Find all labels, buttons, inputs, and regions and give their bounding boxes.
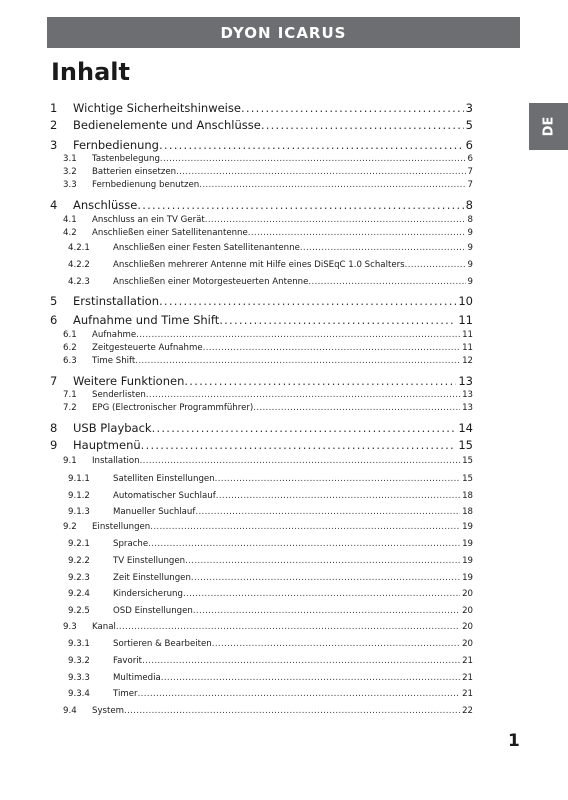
dot-leader <box>216 491 460 501</box>
toc-entry[interactable] <box>0 507 568 519</box>
dot-leader <box>140 456 460 466</box>
toc-entry-label: System <box>92 706 125 716</box>
toc-entry-page: 18 <box>462 491 473 501</box>
toc-entry[interactable] <box>0 403 568 415</box>
toc-entry-label: Tastenbelegung <box>92 154 160 164</box>
toc-entry-label: USB Playback <box>73 421 152 435</box>
toc-entry-label: Timer <box>113 689 138 699</box>
toc-entry[interactable] <box>0 673 568 685</box>
toc-entry-label: Anschließen einer Motorgesteuerten Antenne <box>113 277 309 287</box>
toc-entry-line <box>92 622 473 632</box>
language-tab-label: DE <box>540 116 556 137</box>
dot-leader <box>185 556 460 566</box>
toc-entry[interactable] <box>0 198 568 214</box>
toc-entry[interactable] <box>0 639 568 651</box>
toc-entry-label: Anschließen einer Festen Satellitenantenne <box>113 243 300 253</box>
dot-leader <box>199 180 465 190</box>
toc-entry[interactable] <box>0 390 568 402</box>
toc-entry-number: 9.3.3 <box>68 673 90 683</box>
toc-entry-page: 3 <box>465 101 473 115</box>
toc-entry-number: 9.1 <box>63 456 77 466</box>
toc-entry[interactable] <box>0 706 568 718</box>
dot-leader <box>195 507 460 517</box>
toc-entry-number: 7.1 <box>63 390 77 400</box>
toc-entry-line <box>113 260 473 270</box>
toc-entry-page: 19 <box>462 539 473 549</box>
dot-leader <box>142 656 460 666</box>
toc-entry[interactable] <box>0 522 568 534</box>
toc-entry-number: 9 <box>50 438 58 452</box>
page-title: Inhalt <box>51 58 130 86</box>
toc-entry-line <box>113 556 473 566</box>
toc-entry-page: 13 <box>458 374 473 388</box>
dot-leader <box>148 539 460 549</box>
toc-entry[interactable] <box>0 474 568 486</box>
dot-leader <box>159 138 464 152</box>
toc-entry-label: Fernbedienung <box>73 138 159 152</box>
toc-entry-page: 10 <box>458 294 473 308</box>
dot-leader <box>308 277 465 287</box>
toc-entry-page: 20 <box>462 622 473 632</box>
toc-entry[interactable] <box>0 167 568 179</box>
dot-leader <box>405 260 466 270</box>
toc-entry-label: Weitere Funktionen <box>73 374 185 388</box>
toc-entry-line <box>113 656 473 666</box>
toc-entry-number: 6.3 <box>63 356 77 366</box>
toc-entry[interactable] <box>0 138 568 154</box>
dot-leader <box>160 154 466 164</box>
toc-entry-number: 9.3.4 <box>68 689 90 699</box>
toc-entry[interactable] <box>0 180 568 192</box>
toc-entry-number: 8 <box>50 421 58 435</box>
toc-entry-line <box>92 343 473 353</box>
toc-entry-line <box>113 491 473 501</box>
toc-entry-page: 14 <box>458 421 473 435</box>
toc-entry[interactable] <box>0 101 568 117</box>
toc-entry-number: 3 <box>50 138 58 152</box>
toc-entry-page: 6 <box>465 138 473 152</box>
toc-entry[interactable] <box>0 374 568 390</box>
toc-entry-number: 6.1 <box>63 330 77 340</box>
toc-entry-label: Sprache <box>113 539 149 549</box>
toc-entry-page: 9 <box>467 243 473 253</box>
toc-entry-number: 9.2.4 <box>68 589 90 599</box>
toc-entry-line <box>113 573 473 583</box>
toc-entry[interactable] <box>0 421 568 437</box>
toc-entry-label: Favorit <box>113 656 143 666</box>
dot-leader <box>300 243 466 253</box>
toc-entry-number: 9.1.2 <box>68 491 90 501</box>
toc-entry[interactable] <box>0 438 568 454</box>
toc-entry[interactable] <box>0 556 568 568</box>
toc-entry-label: Hauptmenü <box>73 438 141 452</box>
dot-leader <box>248 228 466 238</box>
dot-leader <box>138 689 460 699</box>
toc-entry[interactable] <box>0 154 568 166</box>
toc-entry-line <box>113 606 473 616</box>
toc-entry-line <box>92 356 473 366</box>
toc-entry-line <box>113 507 473 517</box>
toc-entry-page: 11 <box>462 330 473 340</box>
toc-entry-line <box>73 198 473 212</box>
toc-entry[interactable] <box>0 689 568 701</box>
dot-leader <box>205 215 466 225</box>
toc-entry-page: 13 <box>462 390 473 400</box>
toc-entry-page: 21 <box>462 673 473 683</box>
toc-entry-label: Installation <box>92 456 140 466</box>
toc-entry-number: 4.2.3 <box>68 277 90 287</box>
toc-entry-line <box>92 330 473 340</box>
dot-leader <box>253 403 460 413</box>
toc-entry-line <box>113 474 473 484</box>
toc-entry-page: 11 <box>462 343 473 353</box>
toc-entry[interactable] <box>0 260 568 272</box>
toc-entry-label: Fernbedienung benutzen <box>92 180 200 190</box>
dot-leader <box>219 313 456 327</box>
toc-entry-line <box>92 390 473 400</box>
toc-entry[interactable] <box>0 294 568 310</box>
toc-entry-page: 15 <box>462 474 473 484</box>
dot-leader <box>161 673 460 683</box>
toc-entry-line <box>113 589 473 599</box>
toc-entry-number: 4.1 <box>63 215 77 225</box>
toc-entry[interactable] <box>0 243 568 255</box>
dot-leader <box>136 330 460 340</box>
toc-entry-page: 13 <box>462 403 473 413</box>
dot-leader <box>150 522 460 532</box>
toc-entry-number: 9.2.5 <box>68 606 90 616</box>
toc-entry-page: 19 <box>462 522 473 532</box>
toc-entry[interactable] <box>0 228 568 240</box>
toc-entry-label: Kindersicherung <box>113 589 183 599</box>
toc-entry[interactable] <box>0 606 568 618</box>
toc-entry-line <box>73 421 473 435</box>
toc-entry-line <box>113 639 473 649</box>
toc-entry-number: 4.2.2 <box>68 260 90 270</box>
header-title: DYON ICARUS <box>220 23 347 42</box>
toc-entry-number: 9.2.3 <box>68 573 90 583</box>
toc-entry-number: 3.2 <box>63 167 77 177</box>
toc-entry-label: Aufnahme <box>92 330 137 340</box>
toc-entry-page: 8 <box>467 215 473 225</box>
page-number: 1 <box>508 731 520 751</box>
toc-entry-label: Zeitgesteuerte Aufnahme <box>92 343 203 353</box>
dot-leader <box>159 294 456 308</box>
toc-entry-page: 20 <box>462 639 473 649</box>
dot-leader <box>183 589 460 599</box>
toc-entry-number: 2 <box>50 118 58 132</box>
toc-entry-line <box>73 101 473 115</box>
dot-leader <box>191 573 460 583</box>
header-bar <box>47 17 520 48</box>
toc-entry-line <box>113 243 473 253</box>
dot-leader <box>135 356 460 366</box>
toc-entry-page: 19 <box>462 573 473 583</box>
toc-entry-page: 6 <box>467 154 473 164</box>
toc-entry[interactable] <box>0 656 568 668</box>
toc-entry[interactable] <box>0 539 568 551</box>
toc-entry-number: 4 <box>50 198 58 212</box>
toc-entry-page: 15 <box>458 438 473 452</box>
toc-entry-line <box>92 180 473 190</box>
toc-entry-line <box>73 438 473 452</box>
toc-entry-page: 7 <box>467 180 473 190</box>
toc-entry-page: 20 <box>462 606 473 616</box>
toc-entry-label: Anschluss an ein TV Gerät <box>92 215 205 225</box>
toc-entry-page: 7 <box>467 167 473 177</box>
toc-entry-number: 9.1.3 <box>68 507 90 517</box>
toc-entry-page: 21 <box>462 689 473 699</box>
toc-entry[interactable] <box>0 277 568 289</box>
toc-entry-line <box>113 539 473 549</box>
dot-leader <box>215 474 460 484</box>
toc-entry[interactable] <box>0 330 568 342</box>
toc-entry[interactable] <box>0 456 568 468</box>
toc-entry-number: 1 <box>50 101 58 115</box>
toc-entry-line <box>92 167 473 177</box>
toc-entry-number: 9.1.1 <box>68 474 90 484</box>
dot-leader <box>193 606 460 616</box>
dot-leader <box>261 118 464 132</box>
dot-leader <box>176 167 465 177</box>
toc-entry-number: 9.3.1 <box>68 639 90 649</box>
toc-entry-label: Satelliten Einstellungen <box>113 474 215 484</box>
toc-entry-line <box>73 294 473 308</box>
toc-entry-line <box>73 313 473 327</box>
dot-leader <box>203 343 460 353</box>
toc-entry-label: Sortieren & Bearbeiten <box>113 639 212 649</box>
toc-entry-line <box>113 277 473 287</box>
toc-entry-line <box>113 673 473 683</box>
toc-entry-page: 5 <box>465 118 473 132</box>
toc-entry[interactable] <box>0 356 568 368</box>
toc-entry-page: 21 <box>462 656 473 666</box>
toc-entry-line <box>73 374 473 388</box>
dot-leader <box>241 101 464 115</box>
toc-entry-label: Senderlisten <box>92 390 146 400</box>
toc-entry-label: Erstinstallation <box>73 294 159 308</box>
toc-entry-page: 15 <box>462 456 473 466</box>
toc-entry-page: 11 <box>458 313 473 327</box>
toc-entry-line <box>92 215 473 225</box>
toc-entry-page: 22 <box>462 706 473 716</box>
toc-entry-label: Wichtige Sicherheitshinweise <box>73 101 241 115</box>
toc-entry[interactable] <box>0 215 568 227</box>
toc-entry-label: Automatischer Suchlauf <box>113 491 216 501</box>
toc-entry-label: Bedienelemente und Anschlüsse <box>73 118 261 132</box>
toc-entry-line <box>73 118 473 132</box>
toc-entry-number: 9.2 <box>63 522 77 532</box>
toc-entry[interactable] <box>0 573 568 585</box>
toc-entry-number: 6.2 <box>63 343 77 353</box>
toc-entry-line <box>92 456 473 466</box>
toc-entry-label: Anschließen einer Satellitenantenne <box>92 228 248 238</box>
toc-entry-label: Manueller Suchlauf <box>113 507 196 517</box>
toc-entry-number: 4.2 <box>63 228 77 238</box>
toc-entry-line <box>92 228 473 238</box>
toc-entry-number: 9.3.2 <box>68 656 90 666</box>
toc-entry-page: 19 <box>462 556 473 566</box>
dot-leader <box>146 390 460 400</box>
dot-leader <box>212 639 460 649</box>
toc-entry-label: Anschlüsse <box>73 198 138 212</box>
toc-entry-line <box>113 689 473 699</box>
toc-entry-line <box>92 522 473 532</box>
toc-entry-number: 5 <box>50 294 58 308</box>
toc-entry-page: 8 <box>465 198 473 212</box>
toc-entry-label: Zeit Einstellungen <box>113 573 191 583</box>
toc-entry-page: 12 <box>462 356 473 366</box>
toc-entry-number: 9.2.1 <box>68 539 90 549</box>
toc-entry[interactable] <box>0 313 568 329</box>
dot-leader <box>141 438 457 452</box>
toc-entry-label: Einstellungen <box>92 522 151 532</box>
toc-entry-label: Kanal <box>92 622 116 632</box>
toc-entry-line <box>92 403 473 413</box>
toc-entry-number: 7 <box>50 374 58 388</box>
toc-entry-page: 9 <box>467 260 473 270</box>
toc-entry-number: 9.2.2 <box>68 556 90 566</box>
toc-entry[interactable] <box>0 589 568 601</box>
toc-entry[interactable] <box>0 491 568 503</box>
toc-entry-label: Time Shift <box>92 356 136 366</box>
toc-entry-number: 6 <box>50 313 58 327</box>
toc-entry-line <box>73 138 473 152</box>
toc-entry-number: 9.4 <box>63 706 77 716</box>
toc-entry-page: 20 <box>462 589 473 599</box>
dot-leader <box>152 421 457 435</box>
toc-entry-line <box>92 154 473 164</box>
toc-entry-label: EPG (Electronischer Programmführer) <box>92 403 254 413</box>
toc-entry-number: 3.3 <box>63 180 77 190</box>
toc-entry[interactable] <box>0 118 568 134</box>
toc-entry-number: 9.3 <box>63 622 77 632</box>
toc-entry-label: Multimedia <box>113 673 161 683</box>
toc-entry-page: 9 <box>467 277 473 287</box>
dot-leader <box>116 622 460 632</box>
dot-leader <box>184 374 456 388</box>
toc-entry-page: 9 <box>467 228 473 238</box>
toc-entry[interactable] <box>0 343 568 355</box>
toc-entry-number: 4.2.1 <box>68 243 90 253</box>
toc-entry-number: 3.1 <box>63 154 77 164</box>
dot-leader <box>137 198 463 212</box>
toc-entry-number: 7.2 <box>63 403 77 413</box>
toc-entry-label: OSD Einstellungen <box>113 606 193 616</box>
toc-entry-label: Aufnahme und Time Shift <box>73 313 220 327</box>
toc-entry-page: 18 <box>462 507 473 517</box>
toc-entry-label: Batterien einsetzen <box>92 167 177 177</box>
toc-entry-line <box>92 706 473 716</box>
toc-entry-label: TV Einstellungen <box>113 556 186 566</box>
dot-leader <box>124 706 460 716</box>
toc-entry[interactable] <box>0 622 568 634</box>
toc-entry-label: Anschließen mehrerer Antenne mit Hilfe eines DiSEqC 1.0 Schalters <box>113 260 405 270</box>
